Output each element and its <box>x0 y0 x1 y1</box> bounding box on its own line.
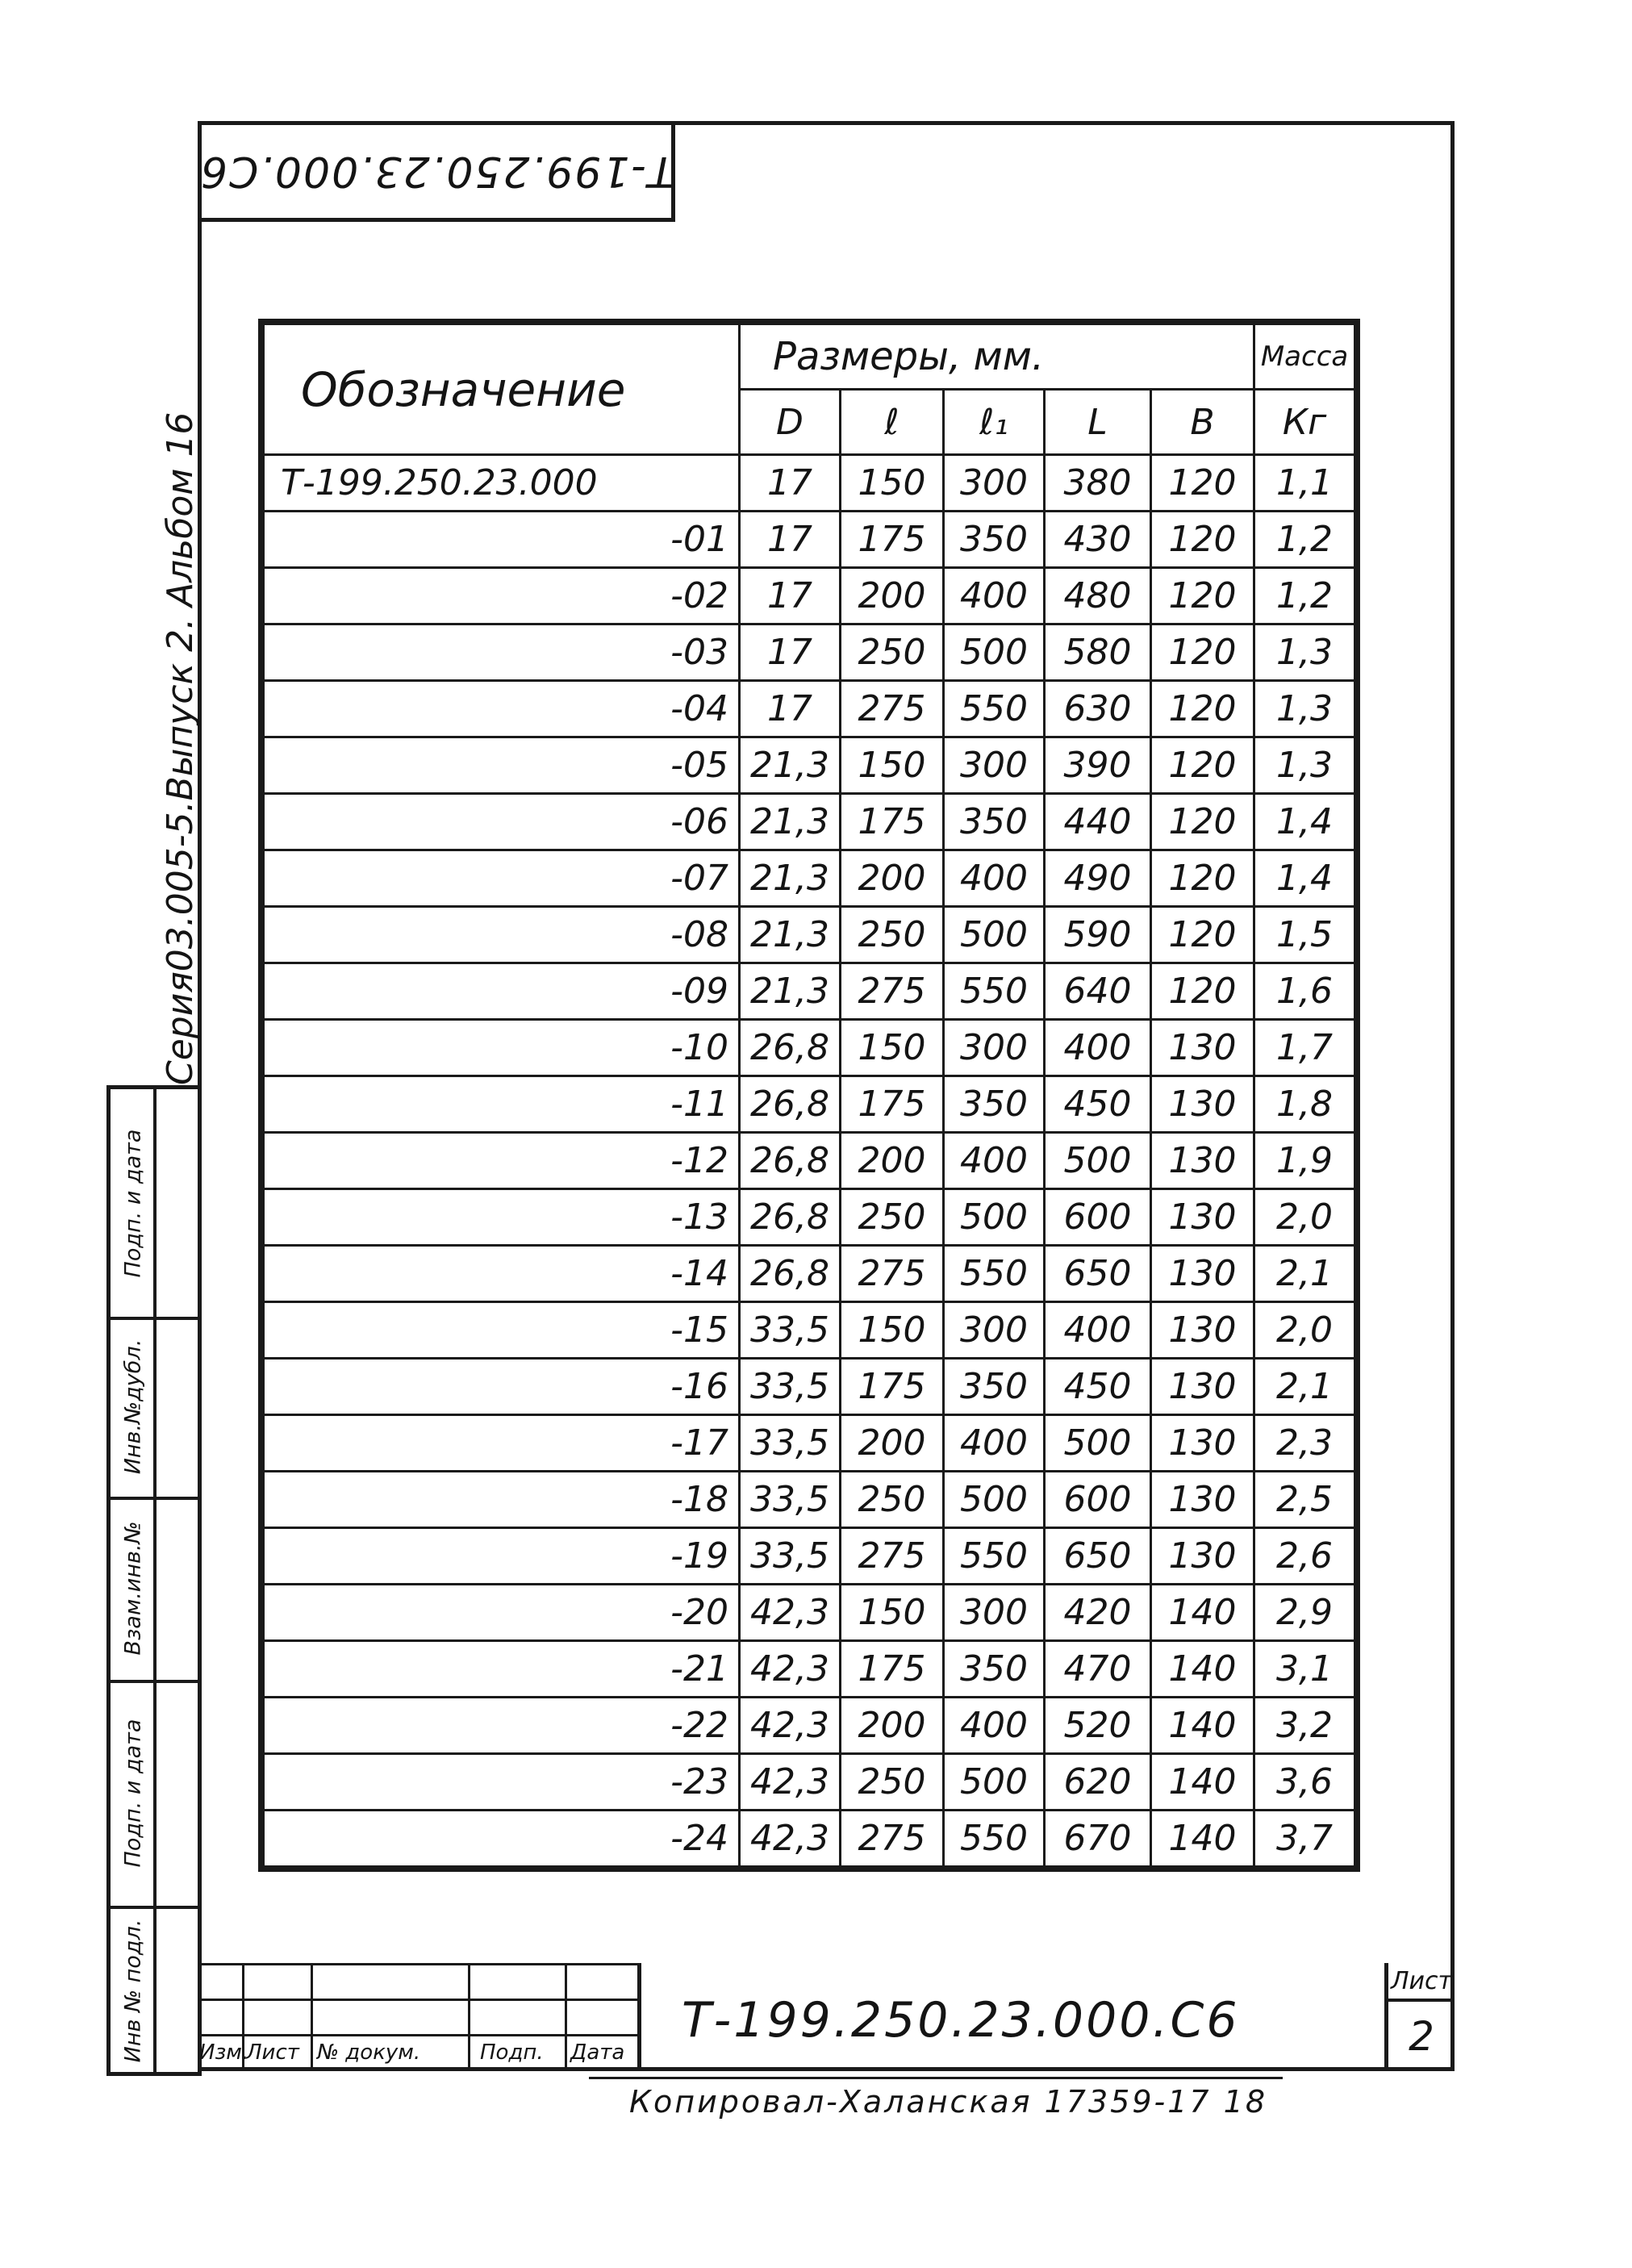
cell-l1: 300 <box>944 1020 1045 1076</box>
cell-l1: 400 <box>944 850 1045 907</box>
cell-designation: Т-199.250.23.000 <box>264 455 740 512</box>
cell-L: 390 <box>1045 737 1151 794</box>
cell-l: 250 <box>841 907 944 963</box>
table-row <box>264 512 1355 568</box>
cell-m: 1,8 <box>1254 1076 1355 1133</box>
cell-m: 3,6 <box>1254 1754 1355 1811</box>
cell-m: 1,7 <box>1254 1020 1355 1076</box>
cell-l1: 550 <box>944 681 1045 737</box>
cell-designation: -12 <box>264 1133 740 1189</box>
cell-l: 150 <box>841 737 944 794</box>
cell-designation: -19 <box>264 1528 740 1585</box>
header-col-L: L <box>1045 390 1151 455</box>
cell-m: 2,6 <box>1254 1528 1355 1585</box>
cell-m: 3,2 <box>1254 1698 1355 1754</box>
cell-designation: -09 <box>264 963 740 1020</box>
copy-rule <box>589 2077 1283 2079</box>
cell-l1: 500 <box>944 1472 1045 1528</box>
cell-l: 275 <box>841 963 944 1020</box>
cell-D: 26,8 <box>740 1020 841 1076</box>
cell-D: 21,3 <box>740 907 841 963</box>
cell-B: 130 <box>1151 1302 1254 1359</box>
cell-B: 120 <box>1151 568 1254 624</box>
cell-m: 2,5 <box>1254 1472 1355 1528</box>
cell-l: 275 <box>841 681 944 737</box>
table-row <box>264 1133 1355 1189</box>
cell-B: 130 <box>1151 1246 1254 1302</box>
cell-l: 175 <box>841 794 944 850</box>
cell-L: 450 <box>1045 1076 1151 1133</box>
cell-B: 120 <box>1151 681 1254 737</box>
cell-l: 200 <box>841 850 944 907</box>
cell-L: 400 <box>1045 1020 1151 1076</box>
cell-m: 2,0 <box>1254 1189 1355 1246</box>
cell-l: 200 <box>841 1133 944 1189</box>
cell-l: 200 <box>841 1415 944 1472</box>
cell-B: 120 <box>1151 963 1254 1020</box>
cell-l: 275 <box>841 1246 944 1302</box>
document-number: Т-199.250.23.000.С6 <box>682 1992 1240 2049</box>
title-block <box>198 1963 1455 2071</box>
cell-D: 26,8 <box>740 1076 841 1133</box>
series-label: Серия03.005-5.Выпуск 2. Альбом 16 <box>159 411 201 1085</box>
cell-designation: -03 <box>264 624 740 681</box>
caption-sheet: Лист <box>246 2040 299 2065</box>
cell-L: 670 <box>1045 1811 1151 1867</box>
cell-L: 650 <box>1045 1246 1151 1302</box>
cell-D: 42,3 <box>740 1585 841 1641</box>
cell-m: 3,1 <box>1254 1641 1355 1698</box>
cell-L: 400 <box>1045 1302 1151 1359</box>
cell-l: 175 <box>841 1359 944 1415</box>
table-row <box>264 1641 1355 1698</box>
cell-l: 275 <box>841 1528 944 1585</box>
table-row <box>264 1302 1355 1359</box>
cell-designation: -13 <box>264 1189 740 1246</box>
cell-L: 500 <box>1045 1415 1151 1472</box>
cell-D: 33,5 <box>740 1359 841 1415</box>
cell-l: 200 <box>841 568 944 624</box>
cell-m: 1,3 <box>1254 681 1355 737</box>
cell-D: 21,3 <box>740 963 841 1020</box>
table-row <box>264 737 1355 794</box>
table-row <box>264 1076 1355 1133</box>
cell-m: 1,2 <box>1254 512 1355 568</box>
cell-B: 130 <box>1151 1076 1254 1133</box>
caption-change: Изм. <box>199 2040 249 2065</box>
cell-B: 130 <box>1151 1415 1254 1472</box>
cell-L: 520 <box>1045 1698 1151 1754</box>
cell-D: 26,8 <box>740 1133 841 1189</box>
caption-docnum: № докум. <box>317 2040 421 2065</box>
cell-D: 21,3 <box>740 737 841 794</box>
cell-L: 500 <box>1045 1133 1151 1189</box>
copy-note: Копировал-Халанская 17359-17 18 <box>629 2084 1268 2120</box>
cell-D: 42,3 <box>740 1641 841 1698</box>
cell-l: 175 <box>841 1076 944 1133</box>
cell-l1: 550 <box>944 1246 1045 1302</box>
cell-designation: -18 <box>264 1472 740 1528</box>
cell-B: 120 <box>1151 624 1254 681</box>
cell-designation: -11 <box>264 1076 740 1133</box>
side-divider <box>153 1089 157 2072</box>
cell-B: 120 <box>1151 455 1254 512</box>
cell-B: 130 <box>1151 1133 1254 1189</box>
cell-B: 130 <box>1151 1020 1254 1076</box>
header-designation: Обозначение <box>264 324 740 455</box>
cell-m: 1,4 <box>1254 850 1355 907</box>
cell-l: 250 <box>841 1189 944 1246</box>
cell-designation: -17 <box>264 1415 740 1472</box>
cell-l: 250 <box>841 624 944 681</box>
cell-D: 33,5 <box>740 1302 841 1359</box>
table-row <box>264 1528 1355 1585</box>
cell-L: 630 <box>1045 681 1151 737</box>
cell-B: 120 <box>1151 512 1254 568</box>
cell-designation: -20 <box>264 1585 740 1641</box>
cell-l: 275 <box>841 1811 944 1867</box>
cell-B: 140 <box>1151 1698 1254 1754</box>
table-row <box>264 1020 1355 1076</box>
cell-B: 120 <box>1151 737 1254 794</box>
cell-designation: -14 <box>264 1246 740 1302</box>
caption-sign: Подп. <box>480 2040 544 2065</box>
cell-L: 420 <box>1045 1585 1151 1641</box>
cell-designation: -05 <box>264 737 740 794</box>
cell-l1: 400 <box>944 1415 1045 1472</box>
revision-grid <box>198 1963 637 2071</box>
header-col-B: B <box>1151 390 1254 455</box>
title-divider <box>637 1963 641 2071</box>
cell-D: 42,3 <box>740 1754 841 1811</box>
table-row <box>264 907 1355 963</box>
table-row <box>264 1698 1355 1754</box>
cell-l1: 300 <box>944 737 1045 794</box>
cell-B: 140 <box>1151 1811 1254 1867</box>
table-row <box>264 568 1355 624</box>
cell-m: 1,5 <box>1254 907 1355 963</box>
cell-B: 130 <box>1151 1189 1254 1246</box>
cell-l1: 550 <box>944 1811 1045 1867</box>
side-label-dup-inv: Инв.№дубл. <box>120 1339 146 1475</box>
table-row <box>264 1811 1355 1867</box>
cell-designation: -02 <box>264 568 740 624</box>
cell-l: 200 <box>841 1698 944 1754</box>
cell-L: 450 <box>1045 1359 1151 1415</box>
top-stamp-text: Т-199.250.23.000.С6 <box>199 147 674 196</box>
cell-L: 440 <box>1045 794 1151 850</box>
sheet-label: Лист <box>1388 1963 1455 2002</box>
table-row <box>264 794 1355 850</box>
cell-L: 620 <box>1045 1754 1151 1811</box>
cell-m: 2,1 <box>1254 1246 1355 1302</box>
cell-l: 150 <box>841 455 944 512</box>
sheet-number: 2 <box>1409 2013 1434 2060</box>
cell-l1: 350 <box>944 1076 1045 1133</box>
cell-l: 175 <box>841 512 944 568</box>
cell-designation: -06 <box>264 794 740 850</box>
table-row <box>264 1246 1355 1302</box>
header-col-mass-unit: Кг <box>1254 390 1355 455</box>
caption-date: Дата <box>570 2040 625 2065</box>
table-header-row <box>264 324 1355 390</box>
table-row <box>264 681 1355 737</box>
spec-table <box>262 323 1356 1868</box>
cell-designation: -22 <box>264 1698 740 1754</box>
cell-m: 1,9 <box>1254 1133 1355 1189</box>
top-stamp-box <box>198 121 675 222</box>
cell-l1: 350 <box>944 794 1045 850</box>
cell-L: 580 <box>1045 624 1151 681</box>
cell-m: 2,3 <box>1254 1415 1355 1472</box>
table-row <box>264 1415 1355 1472</box>
cell-l1: 300 <box>944 1585 1045 1641</box>
header-sizes: Размеры, мм. <box>740 324 1254 390</box>
header-col-D: D <box>740 390 841 455</box>
cell-designation: -24 <box>264 1811 740 1867</box>
cell-m: 2,0 <box>1254 1302 1355 1359</box>
cell-m: 1,4 <box>1254 794 1355 850</box>
cell-l: 150 <box>841 1585 944 1641</box>
cell-L: 480 <box>1045 568 1151 624</box>
cell-m: 1,2 <box>1254 568 1355 624</box>
header-col-l: ℓ <box>841 390 944 455</box>
cell-designation: -07 <box>264 850 740 907</box>
cell-D: 33,5 <box>740 1472 841 1528</box>
cell-m: 1,3 <box>1254 624 1355 681</box>
cell-l1: 400 <box>944 1133 1045 1189</box>
table-row <box>264 1585 1355 1641</box>
cell-D: 17 <box>740 568 841 624</box>
cell-D: 42,3 <box>740 1698 841 1754</box>
cell-D: 42,3 <box>740 1811 841 1867</box>
cell-B: 120 <box>1151 794 1254 850</box>
cell-B: 130 <box>1151 1472 1254 1528</box>
cell-B: 140 <box>1151 1754 1254 1811</box>
cell-D: 21,3 <box>740 794 841 850</box>
cell-L: 470 <box>1045 1641 1151 1698</box>
cell-l1: 300 <box>944 1302 1045 1359</box>
side-label-sign-date: Подп. и дата <box>120 1129 146 1277</box>
cell-l: 150 <box>841 1302 944 1359</box>
table-row <box>264 1754 1355 1811</box>
table-row <box>264 1472 1355 1528</box>
cell-designation: -01 <box>264 512 740 568</box>
cell-L: 490 <box>1045 850 1151 907</box>
side-label-original-inv: Инв № подл. <box>120 1919 146 2063</box>
cell-designation: -04 <box>264 681 740 737</box>
cell-designation: -21 <box>264 1641 740 1698</box>
sheet-box <box>1384 1963 1455 2071</box>
cell-L: 600 <box>1045 1189 1151 1246</box>
cell-m: 1,1 <box>1254 455 1355 512</box>
side-label-replace-inv: Взам.инв.№ <box>120 1521 146 1656</box>
cell-m: 3,7 <box>1254 1811 1355 1867</box>
cell-l1: 400 <box>944 1698 1045 1754</box>
cell-l: 150 <box>841 1020 944 1076</box>
table-row <box>264 850 1355 907</box>
cell-m: 1,6 <box>1254 963 1355 1020</box>
cell-D: 33,5 <box>740 1415 841 1472</box>
cell-l1: 350 <box>944 512 1045 568</box>
cell-L: 590 <box>1045 907 1151 963</box>
cell-l: 250 <box>841 1472 944 1528</box>
cell-D: 17 <box>740 455 841 512</box>
table-row <box>264 624 1355 681</box>
cell-B: 120 <box>1151 907 1254 963</box>
cell-l1: 350 <box>944 1359 1045 1415</box>
cell-D: 17 <box>740 681 841 737</box>
header-mass: Масса <box>1254 324 1355 390</box>
cell-l: 175 <box>841 1641 944 1698</box>
cell-B: 140 <box>1151 1585 1254 1641</box>
cell-l1: 550 <box>944 1528 1045 1585</box>
cell-l1: 500 <box>944 624 1045 681</box>
side-label-sign-date-2: Подп. и дата <box>120 1719 146 1867</box>
cell-D: 26,8 <box>740 1246 841 1302</box>
cell-l1: 550 <box>944 963 1045 1020</box>
table-row <box>264 963 1355 1020</box>
cell-m: 2,9 <box>1254 1585 1355 1641</box>
cell-m: 1,3 <box>1254 737 1355 794</box>
cell-B: 120 <box>1151 850 1254 907</box>
cell-designation: -16 <box>264 1359 740 1415</box>
cell-L: 650 <box>1045 1528 1151 1585</box>
cell-l1: 350 <box>944 1641 1045 1698</box>
side-stamp-block <box>106 1085 202 2076</box>
cell-D: 26,8 <box>740 1189 841 1246</box>
cell-designation: -10 <box>264 1020 740 1076</box>
cell-designation: -15 <box>264 1302 740 1359</box>
cell-B: 130 <box>1151 1528 1254 1585</box>
cell-designation: -08 <box>264 907 740 963</box>
cell-D: 17 <box>740 512 841 568</box>
cell-designation: -23 <box>264 1754 740 1811</box>
header-col-l1: ℓ₁ <box>944 390 1045 455</box>
cell-D: 17 <box>740 624 841 681</box>
cell-B: 130 <box>1151 1359 1254 1415</box>
cell-L: 640 <box>1045 963 1151 1020</box>
cell-l1: 400 <box>944 568 1045 624</box>
cell-l1: 500 <box>944 1189 1045 1246</box>
cell-l1: 500 <box>944 907 1045 963</box>
table-row <box>264 1359 1355 1415</box>
cell-D: 21,3 <box>740 850 841 907</box>
cell-B: 140 <box>1151 1641 1254 1698</box>
cell-m: 2,1 <box>1254 1359 1355 1415</box>
cell-D: 33,5 <box>740 1528 841 1585</box>
cell-L: 600 <box>1045 1472 1151 1528</box>
table-row <box>264 1189 1355 1246</box>
cell-l1: 300 <box>944 455 1045 512</box>
cell-l: 250 <box>841 1754 944 1811</box>
cell-L: 430 <box>1045 512 1151 568</box>
cell-L: 380 <box>1045 455 1151 512</box>
table-row <box>264 455 1355 512</box>
cell-l1: 500 <box>944 1754 1045 1811</box>
